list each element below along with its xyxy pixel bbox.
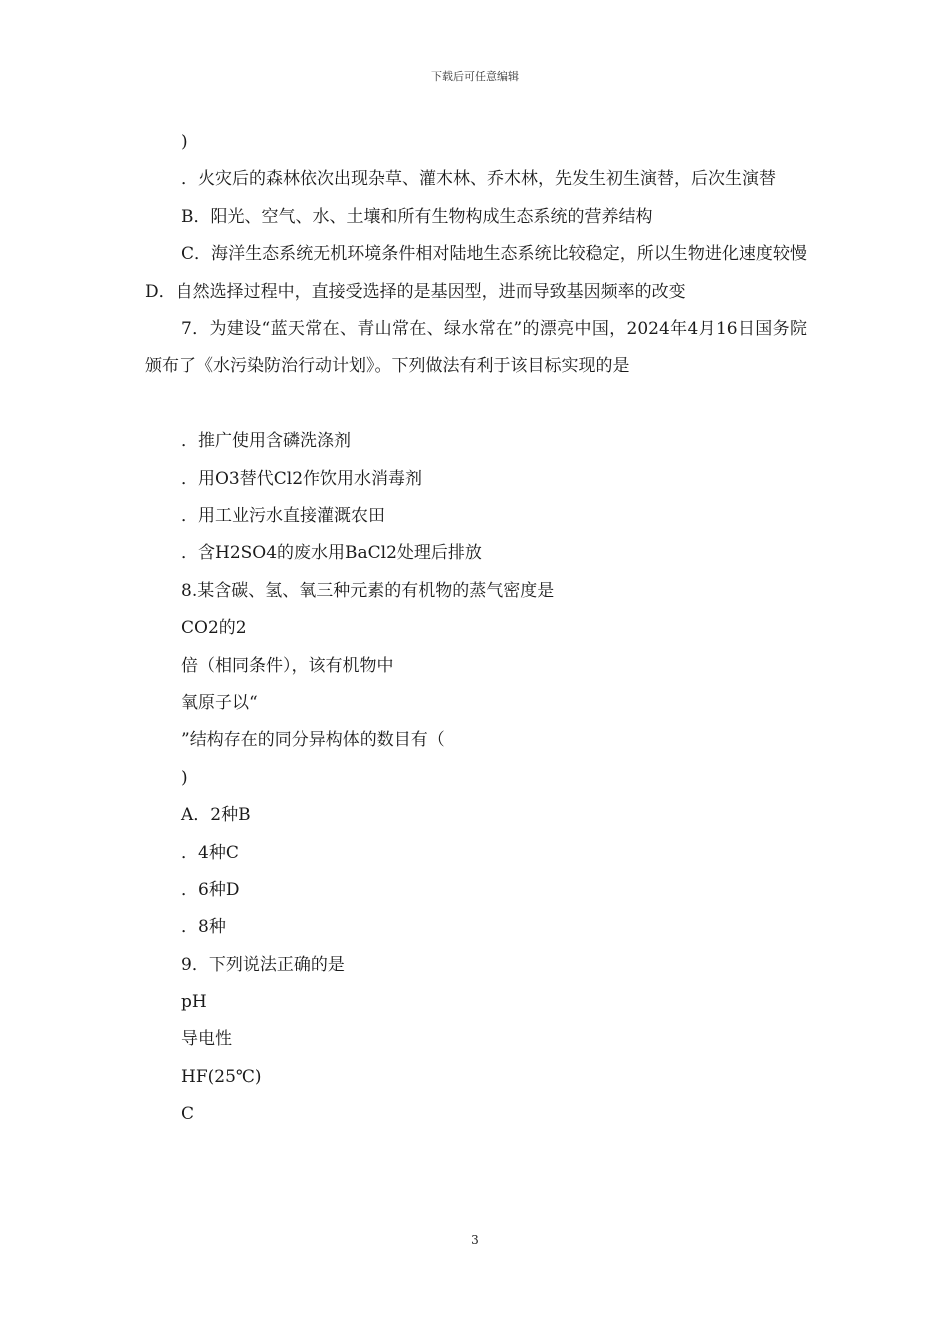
text-line: 氧原子以“ bbox=[181, 692, 258, 713]
text-line: HF(25℃) bbox=[181, 1066, 262, 1087]
text-line: ) bbox=[181, 767, 188, 788]
option-paragraph: C．海洋生态系统无机环境条件相对陆地生态系统比较稳定，所以生物进化速度较慢D．自然选择过程中，直接受选择的是基因型，进而导致基因频率的改变 bbox=[145, 244, 807, 302]
option-line: ．推广使用含磷洗涤剂 bbox=[181, 431, 351, 452]
text-line: 导电性 bbox=[181, 1029, 232, 1050]
blank-line bbox=[145, 386, 807, 423]
option-line: ．用O3替代Cl2作饮用水消毒剂 bbox=[181, 468, 423, 489]
option-line: A．2种B bbox=[181, 805, 251, 826]
text-line: 倍（相同条件），该有机物中 bbox=[181, 655, 394, 676]
text-line: pH bbox=[181, 992, 207, 1013]
document-body bbox=[145, 124, 807, 1134]
page-header: 下载后可任意编辑 bbox=[431, 70, 519, 83]
page-number: 3 bbox=[471, 1233, 479, 1247]
option-line: B．阳光、空气、水、土壤和所有生物构成生态系统的营养结构 bbox=[181, 206, 653, 227]
text-line: ) bbox=[181, 132, 188, 152]
question-line: 8.某含碳、氢、氧三种元素的有机物的蒸气密度是 bbox=[181, 580, 555, 601]
option-line: ．4种C bbox=[181, 842, 239, 863]
option-line: ．含H2SO4的废水用BaCl2处理后排放 bbox=[181, 543, 482, 564]
question-line: 9．下列说法正确的是 bbox=[181, 954, 345, 975]
text-line: ”结构存在的同分异构体的数目有（ bbox=[181, 730, 445, 751]
text-line: C bbox=[181, 1104, 195, 1125]
option-paragraph: ．火灾后的森林依次出现杂草、灌木林、乔木林，先发生初生演替，后次生演替 bbox=[181, 169, 776, 190]
option-line: ．用工业污水直接灌溉农田 bbox=[181, 505, 385, 526]
option-line: ．6种D bbox=[181, 879, 240, 900]
option-line: ．8种 bbox=[181, 917, 226, 938]
question-paragraph: 7．为建设“蓝天常在、青山常在、绿水常在”的漂亮中国，2024年4月16日国务院颁布了《水污染防治行动计划》。下列做法有利于该目标实现的是 bbox=[145, 319, 807, 377]
text-line: CO2的2 bbox=[181, 618, 247, 639]
